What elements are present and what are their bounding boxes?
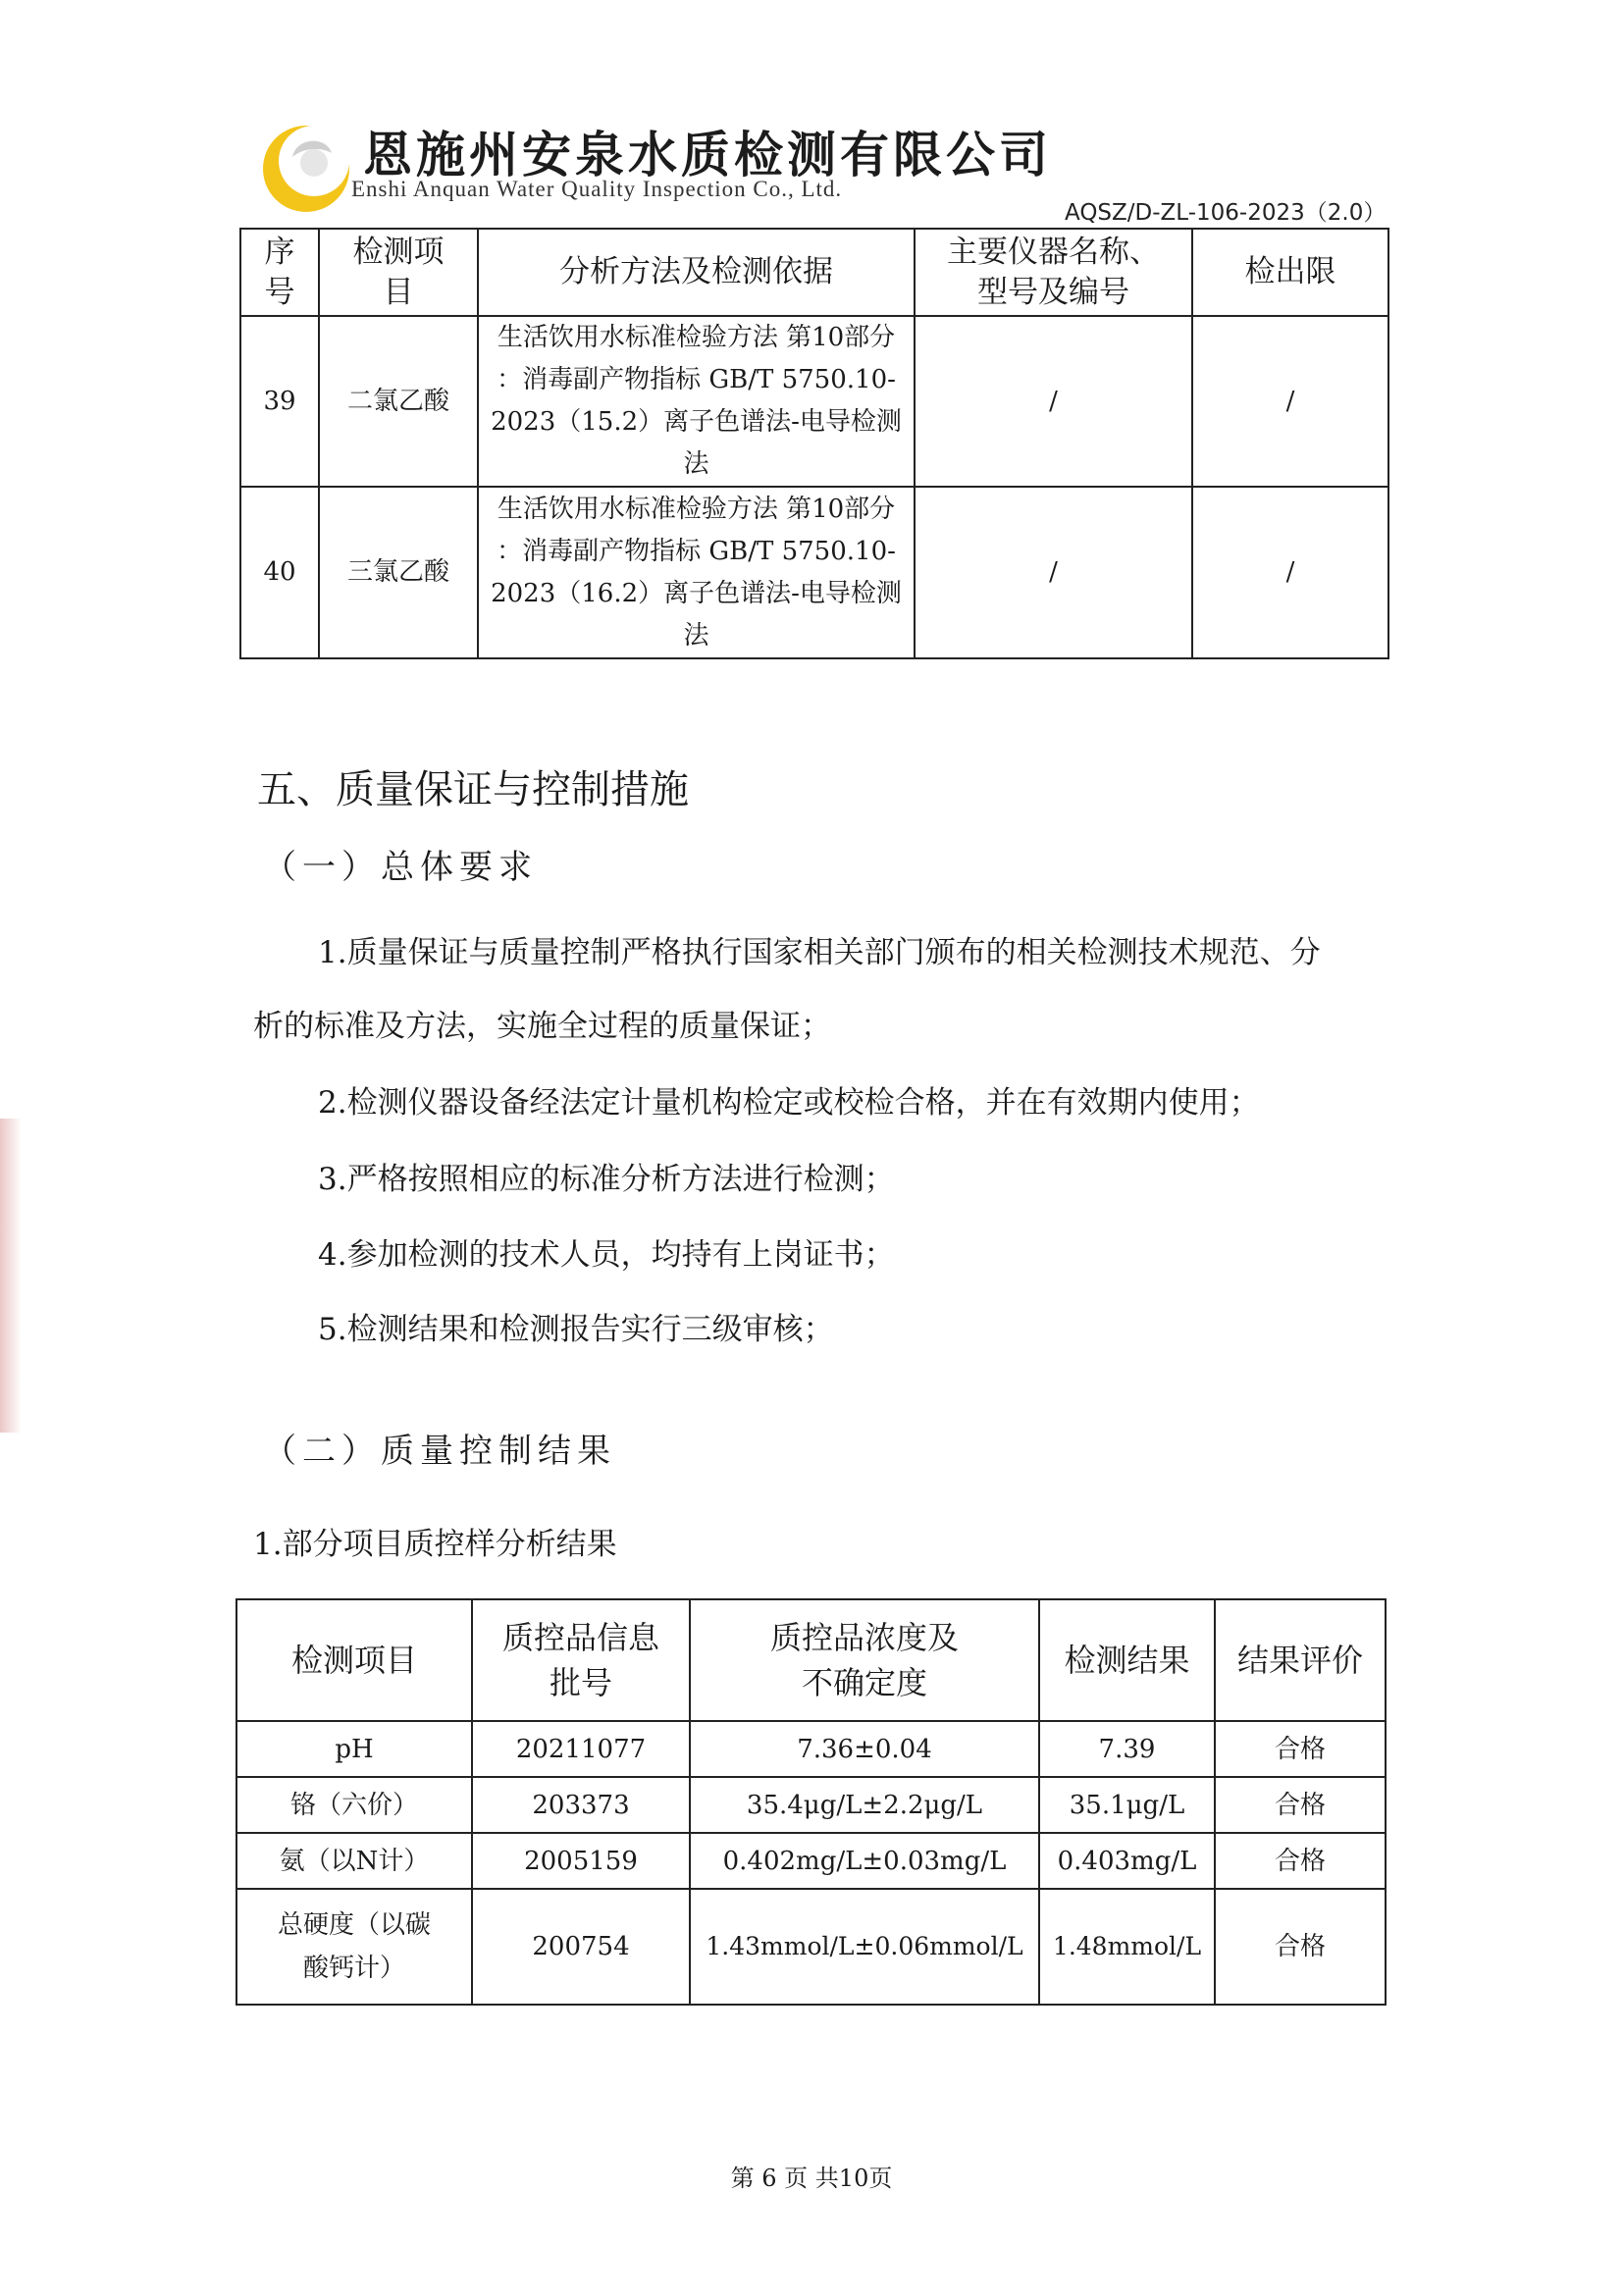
table-row (240, 487, 1388, 658)
row-method: 生活饮用水标准检验方法 第10部分 ：消毒副产物指标 GB/T 5750.10-2023（15.2）离子色谱法-电导检测法 (478, 316, 915, 487)
methods-table (239, 228, 1389, 659)
stamp-edge-mark (0, 1119, 22, 1433)
qc-result: 35.1μg/L (1039, 1777, 1215, 1833)
requirement-item-2: 2.检测仪器设备经法定计量机构检定或校检合格，并在有效期内使用； (318, 1085, 1260, 1121)
row-method: 生活饮用水标准检验方法 第10部分 ：消毒副产物指标 GB/T 5750.10-2023（16.2）离子色谱法-电导检测法 (478, 487, 915, 658)
requirement-item-4: 4.参加检测的技术人员，均持有上岗证书； (318, 1237, 895, 1273)
qc-conc: 35.4μg/L±2.2μg/L (690, 1777, 1039, 1833)
qc-eval: 合格 (1215, 1721, 1386, 1777)
qc-conc: 7.36±0.04 (690, 1721, 1039, 1777)
page-number: 第 6 页 共10页 (730, 2165, 893, 2192)
row-instrument: / (915, 316, 1192, 487)
qc-header-eval: 结果评价 (1215, 1599, 1386, 1721)
row-no: 39 (240, 316, 319, 487)
header-item: 检测项目 (319, 229, 478, 316)
section-title: 五、质量保证与控制措施 (257, 767, 689, 812)
row-item: 三氯乙酸 (319, 487, 478, 658)
table-row (240, 316, 1388, 487)
company-name-cn: 恩施州安泉水质检测有限公司 (363, 126, 1052, 183)
table-row (236, 1833, 1386, 1889)
header-method: 分析方法及检测依据 (478, 229, 915, 316)
requirement-item-5: 5.检测结果和检测报告实行三级审核； (318, 1312, 834, 1347)
table-row (236, 1889, 1386, 2005)
qc-batch: 203373 (472, 1777, 690, 1833)
row-limit: / (1192, 316, 1388, 487)
subsection-title-general: （一）总体要求 (263, 848, 538, 887)
qc-result: 1.48mmol/L (1039, 1889, 1215, 2005)
qc-header-item: 检测项目 (236, 1599, 472, 1721)
header-instrument: 主要仪器名称、型号及编号 (915, 229, 1192, 316)
qc-item: pH (236, 1721, 472, 1777)
table-row (236, 1777, 1386, 1833)
qc-header-batch: 质控品信息批号 (472, 1599, 690, 1721)
header-no: 序号 (240, 229, 319, 316)
qc-item: 总硬度（以碳酸钙计） (236, 1889, 472, 2005)
qc-eval: 合格 (1215, 1833, 1386, 1889)
qc-batch: 2005159 (472, 1833, 690, 1889)
requirement-item-1: 1.质量保证与质量控制严格执行国家相关部门颁布的相关检测技术规范、分 (318, 935, 1321, 970)
row-limit: / (1192, 487, 1388, 658)
methods-table-header (240, 229, 1388, 316)
qc-results-heading: 1.部分项目质控样分析结果 (253, 1527, 617, 1562)
requirement-item-3: 3.严格按照相应的标准分析方法进行检测； (318, 1162, 895, 1197)
qc-batch: 200754 (472, 1889, 690, 2005)
qc-item: 氨（以N计） (236, 1833, 472, 1889)
company-logo (257, 118, 365, 216)
qc-eval: 合格 (1215, 1889, 1386, 2005)
subsection-title-qc: （二）质量控制结果 (263, 1432, 616, 1471)
requirement-item-1-cont: 析的标准及方法，实施全过程的质量保证； (253, 1009, 831, 1044)
qc-table (236, 1598, 1387, 2006)
document-code: AQSZ/D-ZL-106-2023（2.0） (1065, 200, 1387, 226)
qc-item: 铬（六价） (236, 1777, 472, 1833)
qc-header-conc: 质控品浓度及不确定度 (690, 1599, 1039, 1721)
company-name-en: Enshi Anquan Water Quality Inspection Co., Ltd. (351, 177, 843, 201)
qc-result: 7.39 (1039, 1721, 1215, 1777)
qc-eval: 合格 (1215, 1777, 1386, 1833)
qc-batch: 20211077 (472, 1721, 690, 1777)
row-no: 40 (240, 487, 319, 658)
row-item: 二氯乙酸 (319, 316, 478, 487)
row-instrument: / (915, 487, 1192, 658)
qc-result: 0.403mg/L (1039, 1833, 1215, 1889)
qc-table-header (236, 1599, 1386, 1721)
table-row (236, 1721, 1386, 1777)
qc-header-result: 检测结果 (1039, 1599, 1215, 1721)
qc-conc: 1.43mmol/L±0.06mmol/L (690, 1889, 1039, 2005)
header-limit: 检出限 (1192, 229, 1388, 316)
qc-conc: 0.402mg/L±0.03mg/L (690, 1833, 1039, 1889)
